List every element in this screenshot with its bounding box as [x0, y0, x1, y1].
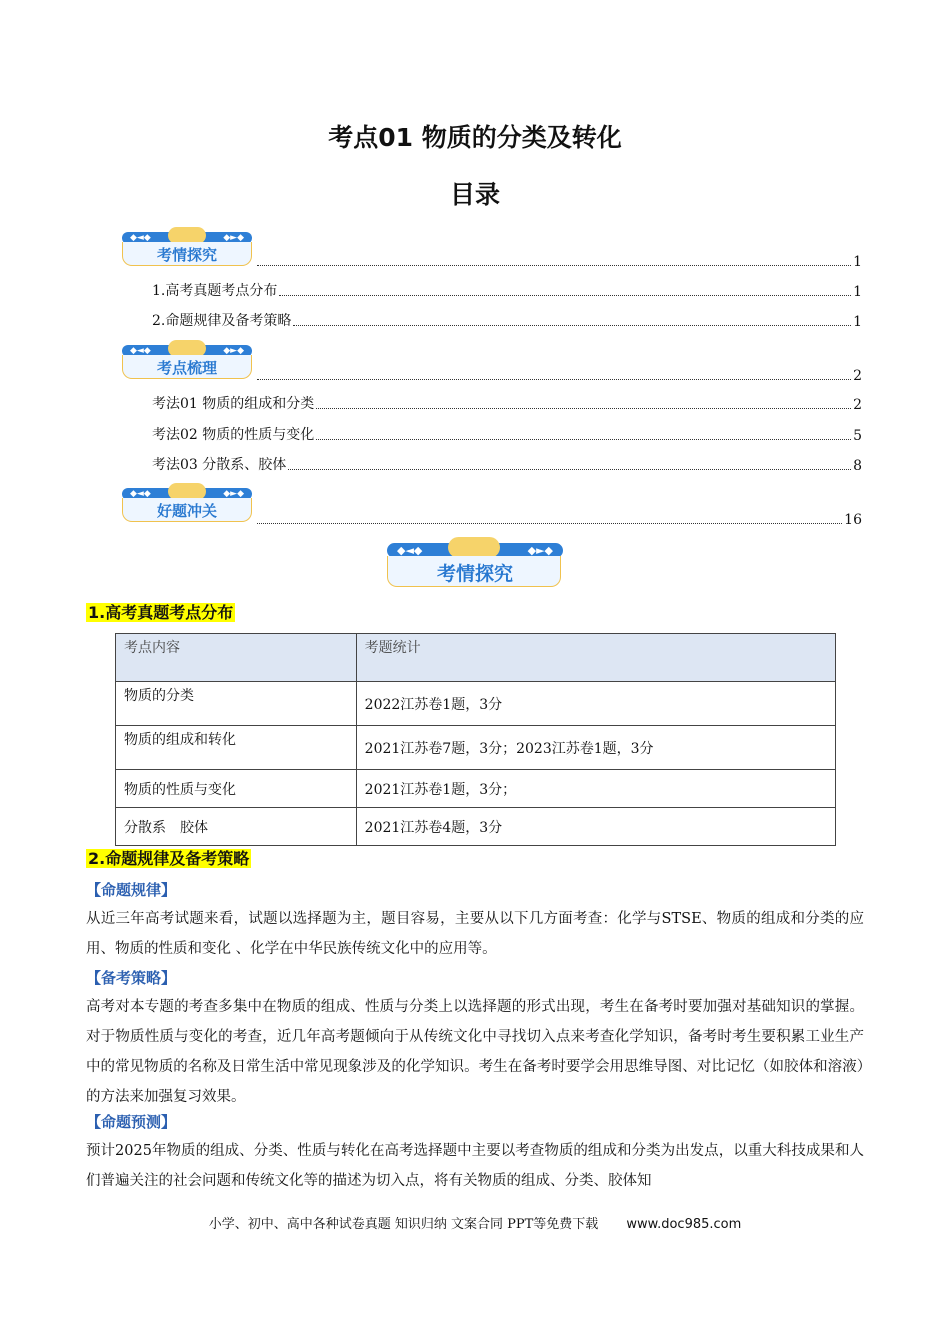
table-cell: 2022江苏卷1题，3分	[356, 682, 835, 726]
toc-page: 2	[853, 397, 862, 413]
toc-text: 1.高考真题考点分布	[152, 283, 278, 299]
toc-leader	[316, 439, 851, 440]
arrow-left-icon: ◆◄◆	[130, 489, 151, 499]
rule-paragraph: 从近三年高考试题来看，试题以选择题为主，题目容易，主要从以下几方面考查：化学与STSE、物质的组成和分类的应用、物质的性质和变化 、化学在中华民族传统文化中的应用等。	[86, 911, 864, 957]
badge-kaodian-toc	[122, 345, 252, 381]
toc-page: 5	[853, 428, 862, 444]
badge-haoti-toc	[122, 488, 252, 524]
toc-leader	[293, 325, 851, 326]
toc-page: 1	[853, 254, 862, 270]
toc-leader	[257, 265, 851, 266]
toc-page: 1	[853, 314, 862, 330]
table-header-cell: 考题统计	[356, 634, 835, 682]
toc-text: 2.命题规律及备考策略	[152, 313, 292, 329]
table-row	[116, 682, 836, 726]
toc-entry[interactable]	[152, 393, 862, 413]
rule-subtitle: 【命题规律】	[86, 881, 177, 899]
toc-entry-kaoqing[interactable]	[255, 250, 862, 270]
toc-entry[interactable]	[152, 424, 862, 444]
arrow-left-icon: ◆◄◆	[130, 346, 151, 356]
exam-distribution-table	[115, 633, 836, 846]
toc-entry-kaodian[interactable]	[255, 364, 862, 384]
toc-leader	[288, 469, 851, 470]
toc-text: 考法03 分散系、胶体	[152, 457, 287, 473]
badge-label: 考情探究	[156, 246, 217, 264]
table-cell: 2021江苏卷7题，3分；2023江苏卷1题，3分	[356, 726, 835, 770]
strategy-paragraph: 高考对本专题的考查多集中在物质的组成、性质与分类上以选择题的形式出现，考生在备考时要加强对基础知识的掌握。对于物质性质与变化的考查，近几年高考题倾向于从传统文化中寻找切入点来考查化学知识，备考时考生要积累工业生产中的常见物质的名称及日常生活中常见现象涉及的化学知识。考生在备考时要学会用思维导图、对比记忆（如胶体和溶液）的方法来加强复习效果。	[86, 999, 864, 1105]
arrow-left-icon: ◆◄◆	[397, 544, 423, 557]
toc-title: 目录	[449, 180, 500, 209]
section-heading-strategy	[86, 846, 251, 869]
table-row	[116, 726, 836, 770]
toc-entry[interactable]	[152, 310, 862, 330]
toc-entry[interactable]	[152, 454, 862, 474]
table-header-row	[116, 634, 836, 682]
table-cell: 分散系 胶体	[116, 808, 357, 846]
table-cell: 物质的组成和转化	[116, 726, 357, 770]
table-header-cell: 考点内容	[116, 634, 357, 682]
table-cell: 2021江苏卷1题，3分；	[356, 770, 835, 808]
toc-leader	[316, 408, 851, 409]
page-footer	[0, 1213, 950, 1232]
strategy-subtitle: 【备考策略】	[86, 969, 177, 987]
badge-label: 考情探究	[436, 563, 513, 585]
arrow-right-icon: ◆►◆	[223, 346, 244, 356]
badge-kaoqing-section	[387, 543, 563, 589]
toc-page: 1	[853, 284, 862, 300]
heading-text: 2.命题规律及备考策略	[88, 849, 250, 868]
heading-text: 1.高考真题考点分布	[88, 603, 234, 622]
table-cell: 物质的性质与变化	[116, 770, 357, 808]
badge-kaoqing-toc	[122, 232, 252, 268]
toc-text: 考法01 物质的组成和分类	[152, 396, 315, 412]
table-cell: 物质的分类	[116, 682, 357, 726]
toc-leader	[257, 523, 842, 524]
table-row	[116, 770, 836, 808]
table-row	[116, 808, 836, 846]
arrow-left-icon: ◆◄◆	[130, 233, 151, 243]
toc-page: 8	[853, 458, 862, 474]
arrow-right-icon: ◆►◆	[527, 544, 553, 557]
page-title: 考点01 物质的分类及转化	[328, 123, 622, 152]
section-heading-distribution	[86, 600, 235, 623]
toc-leader	[257, 379, 851, 380]
predict-paragraph: 预计2025年物质的组成、分类、性质与转化在高考选择题中主要以考查物质的组成和分类为出发点，以重大科技成果和人们普遍关注的社会问题和传统文化等的描述为切入点，将有关物质的组成、分类、胶体知	[86, 1143, 864, 1189]
toc-leader	[279, 295, 851, 296]
toc-page: 16	[844, 512, 862, 528]
toc-page: 2	[853, 368, 862, 384]
arrow-right-icon: ◆►◆	[223, 489, 244, 499]
footer-site-link[interactable]: www.doc985.com	[626, 1217, 742, 1232]
badge-label: 好题冲关	[156, 502, 217, 520]
toc-text: 考法02 物质的性质与变化	[152, 427, 315, 443]
arrow-right-icon: ◆►◆	[223, 233, 244, 243]
badge-label: 考点梳理	[156, 359, 217, 377]
toc-entry[interactable]	[152, 280, 862, 300]
footer-text: 小学、初中、高中各种试卷真题 知识归纳 文案合同 PPT等免费下载	[208, 1217, 599, 1232]
table-cell: 2021江苏卷4题，3分	[356, 808, 835, 846]
toc-entry-haoti[interactable]	[255, 508, 862, 528]
predict-subtitle: 【命题预测】	[86, 1113, 177, 1131]
